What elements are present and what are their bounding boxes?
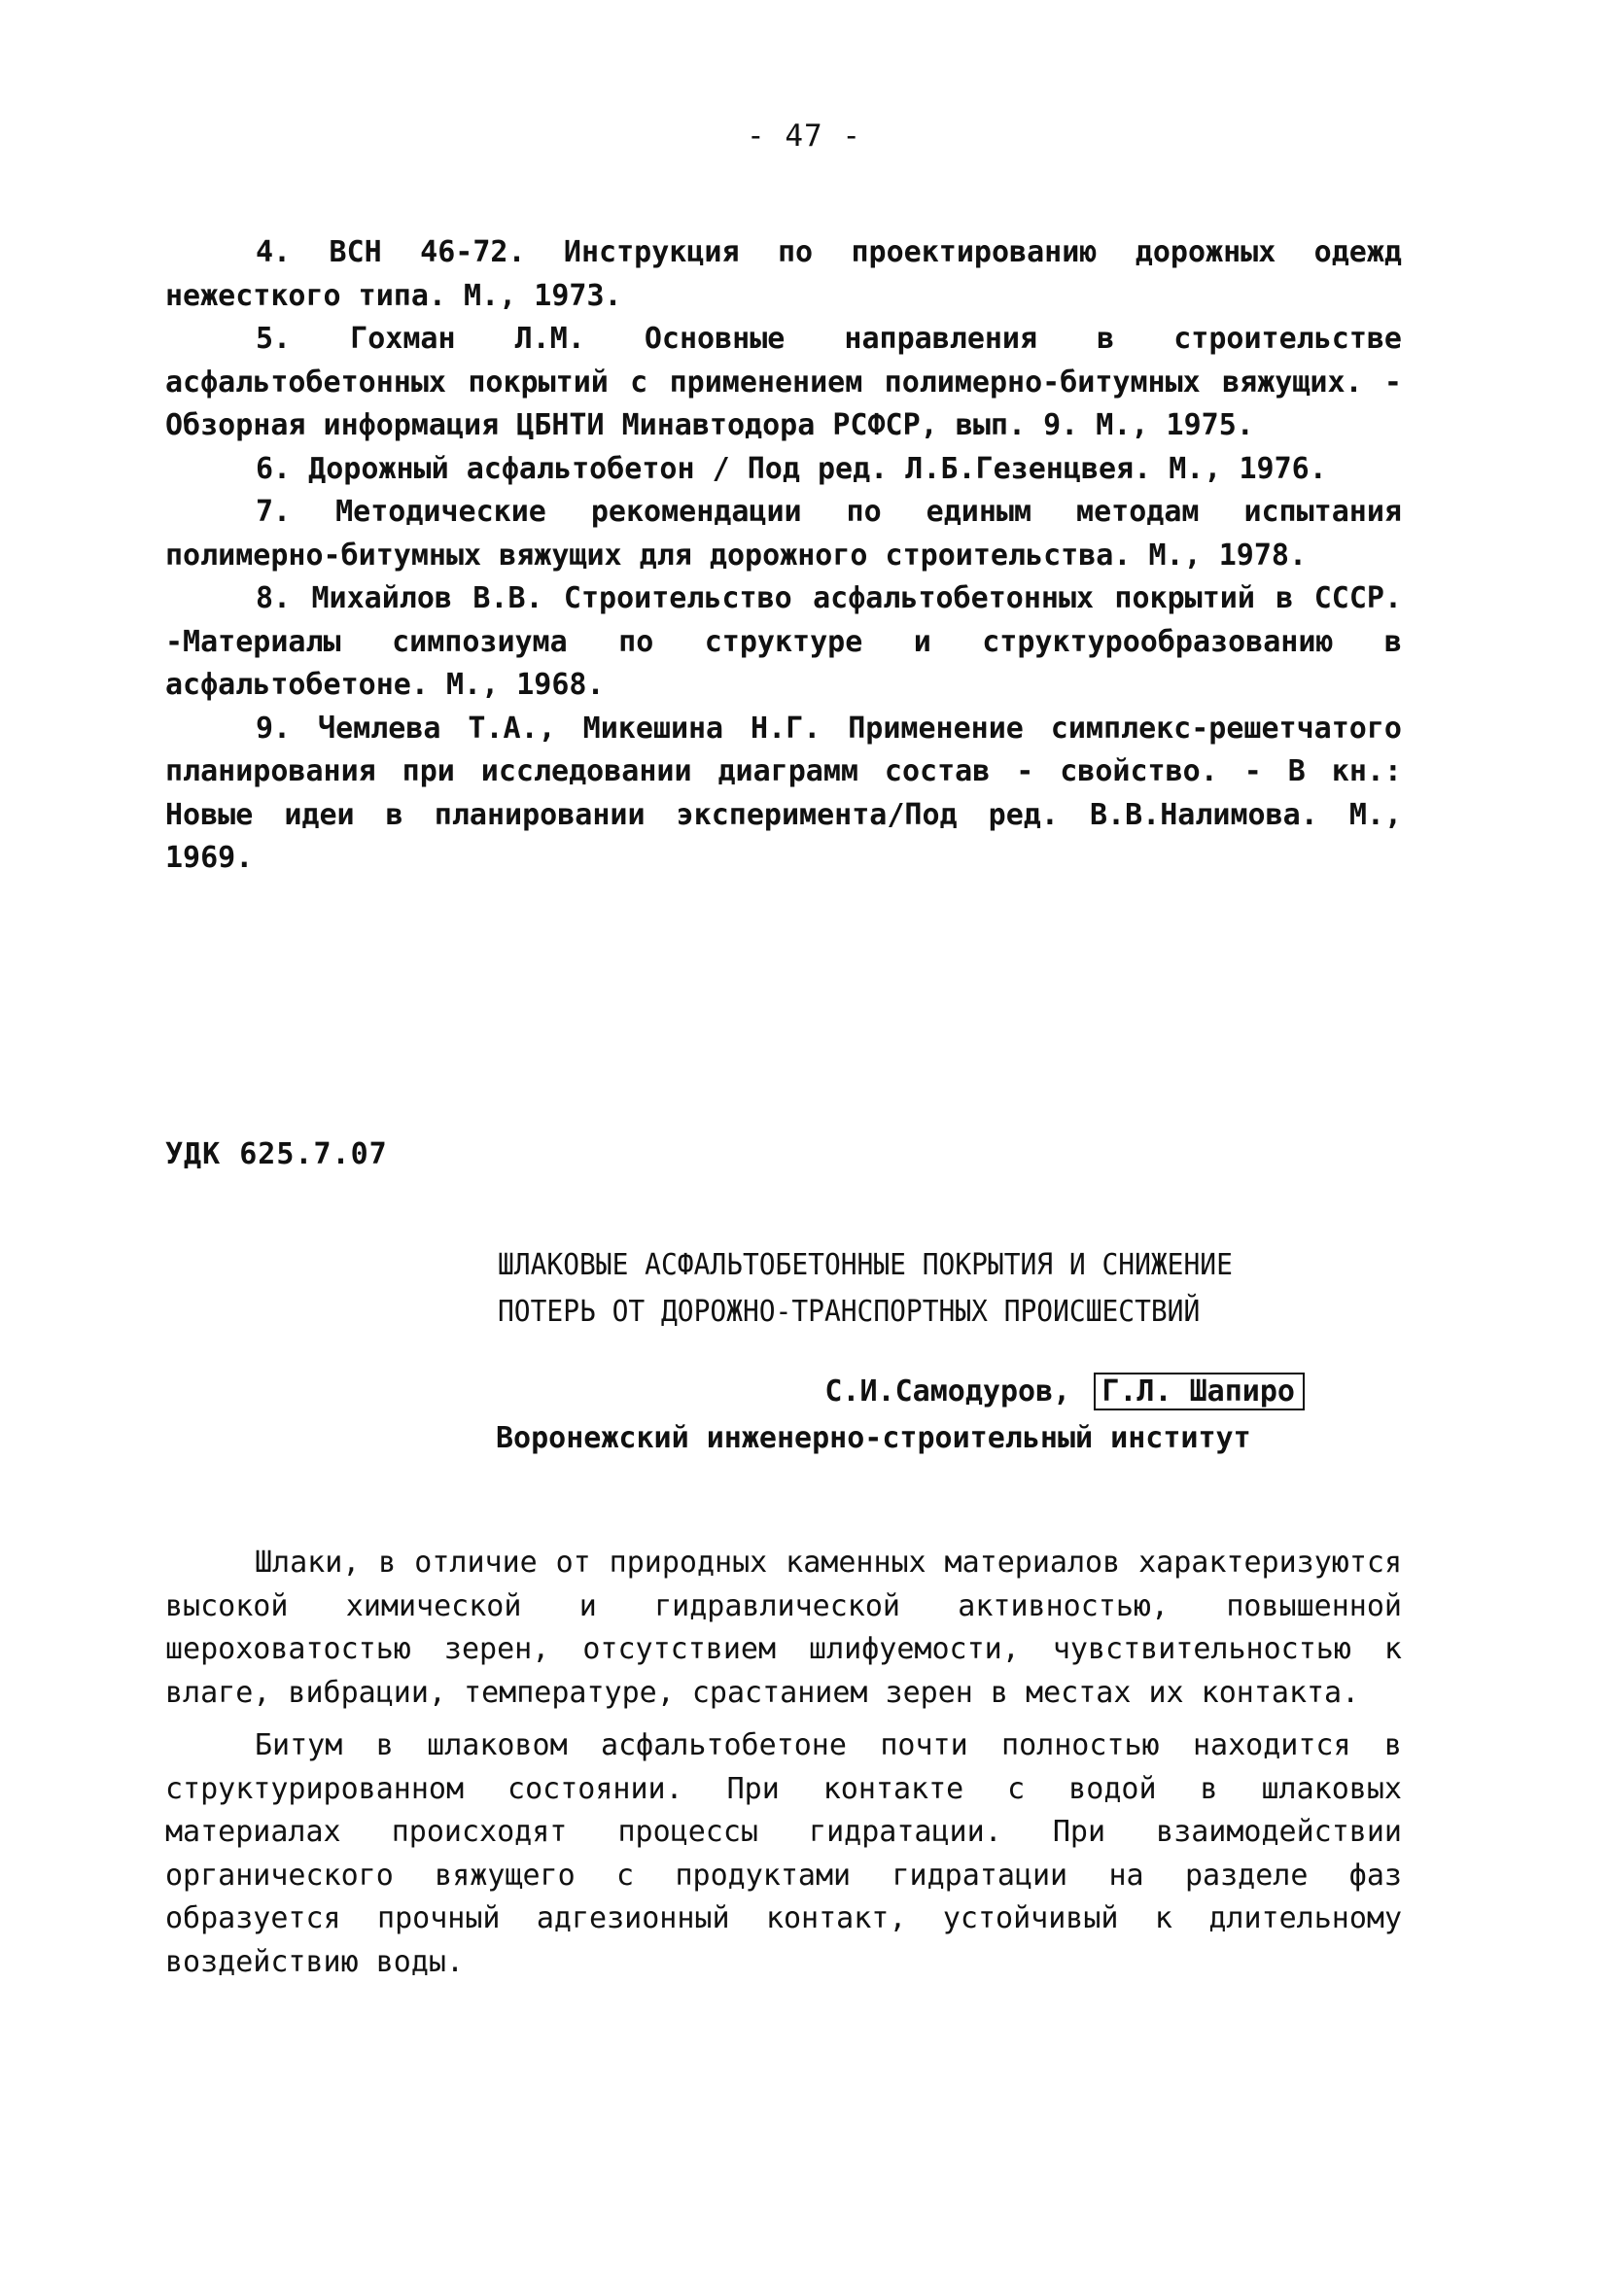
reference-list [165,231,1402,881]
reference-item: 9. Чемлева Т.А., Микешина Н.Г. Применение симплекс-решетчатого планирования при исследовании диаграмм состав - свойство. - В кн.: Новые идеи в планировании эксперимента/Под ред. В.В.Налимова. М., 1969. [165,711,1402,875]
udk-code: УДК 625.7.07 [165,1137,388,1171]
article-title [498,1242,1311,1336]
reference-item: 6. Дорожный асфальтобетон / Под ред. Л.Б.Гезенцвея. М., 1976. [256,451,1327,486]
author-second-boxed: Г.Л. Шапиро [1094,1373,1305,1410]
body-paragraph: Битум в шлаковом асфальтобетоне почти полностью находится в структурированном состоянии. При контакте с водой в шлаковых материалах происходят процессы гидратации. При взаимодействии органического вяжущего с продуктами гидратации на разделе фаз образуется прочный адгезионный контакт, устойчивый к длительному воздействию воды. [165,1728,1402,1979]
body-paragraph: Шлаки, в отличие от природных каменных материалов характеризуются высокой химической и гидравлической активностью, повышенной шероховатостью зерен, отсутствием шлифуемости, чувствительностью к влаге, вибрации, температуре, срастанием зерен в местах их контакта. [165,1546,1402,1710]
reference-item: 4. ВСН 46-72. Инструкция по проектированию дорожных одежд нежесткого типа. М., 1973. [165,235,1402,313]
authors [824,1374,1305,1409]
author-first: С.И.Самодуров, [824,1374,1071,1409]
article-body [165,1542,1402,1994]
article-title-line-1: ШЛАКОВЫЕ АСФАЛЬТОБЕТОННЫЕ ПОКРЫТИЯ И СНИЖЕНИЕ [498,1248,1233,1282]
reference-item: 8. Михайлов В.В. Строительство асфальтобетонных покрытий в СССР. -Материалы симпозиума по структуре и структурообразованию в асфальтобетоне. М., 1968. [165,581,1402,702]
affiliation: Воронежский инженерно-строительный институт [496,1421,1251,1455]
page-number: - 47 - [747,119,861,154]
article-title-line-2: ПОТЕРЬ ОТ ДОРОЖНО-ТРАНСПОРТНЫХ ПРОИСШЕСТВИЙ [498,1295,1201,1329]
reference-item: 5. Гохман Л.М. Основные направления в строительстве асфальтобетонных покрытий с применением полимерно-битумных вяжущих. - Обзорная информация ЦБНТИ Минавтодора РСФСР, вып. 9. М., 1975. [165,322,1402,442]
reference-item: 7. Методические рекомендации по единым методам испытания полимерно-битумных вяжущих для дорожного строительства. М., 1978. [165,495,1402,573]
